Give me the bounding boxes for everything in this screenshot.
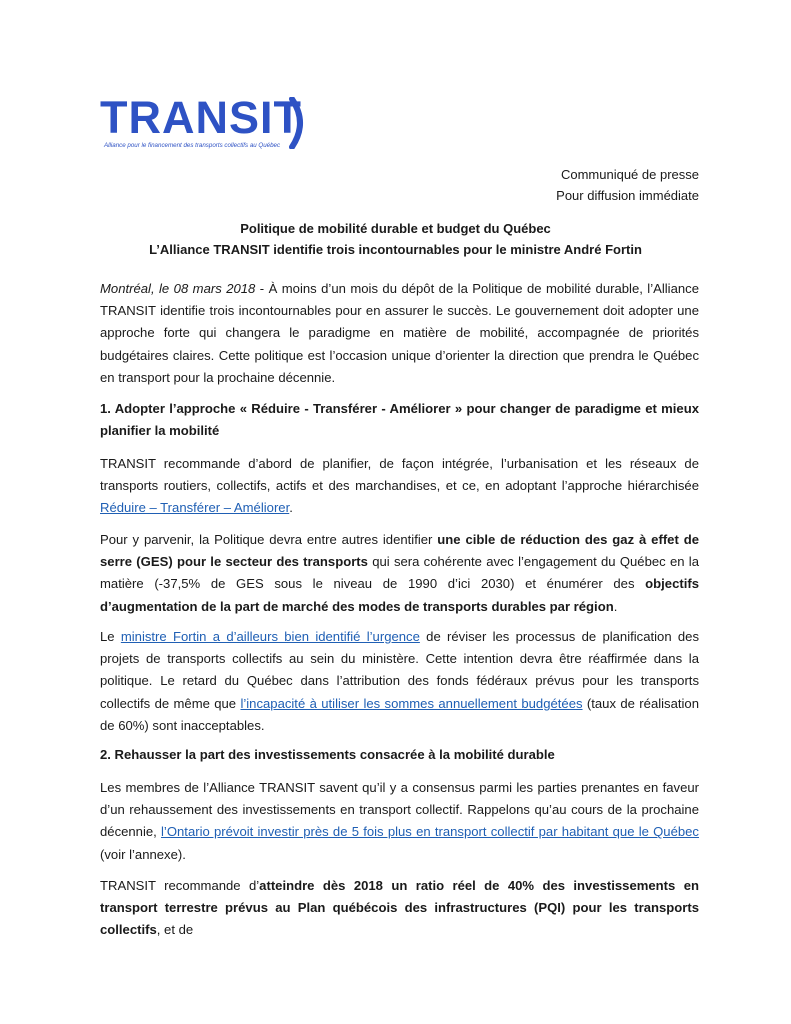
logo-tagline: Alliance pour le financement des transports collectifs au Québec bbox=[104, 142, 281, 149]
s1p2-end: . bbox=[613, 598, 618, 614]
s2p2-t2: , et de bbox=[156, 922, 194, 938]
s2p2-pqi-ratio: atteindre dès 2018 un ratio réel de 40% des investissements en transport terrestre prévus au Plan québécois des infrastructures (PQI) pour les transports collectifs bbox=[100, 878, 699, 938]
reduire-transferer-ameliorer-link[interactable]: Réduire – Transférer – Améliorer bbox=[100, 500, 290, 516]
s1p2-market-share-objectives: objectifs d’augmentation de la part de marché des modes de transports durables par région bbox=[100, 576, 699, 614]
press-line-1: Communiqué de presse bbox=[560, 167, 699, 182]
section-1-heading: 1. Adopter l’approche « Réduire - Transférer - Améliorer » pour changer de paradigme et mieux planifier la mobilité bbox=[100, 401, 699, 439]
intro-text: - À moins d’un mois du dépôt de la Politique de mobilité durable, l’Alliance TRANSIT identifie trois incontournables pour en assurer le succès. Le gouvernement doit adopter une approche forte qui changera le paradigme en matière de mobilité, accompagnée de priorités budgétaires claires. Cette politique est l’occasion unique d’orienter la direction que prendra le Québec en transport pour la prochaine décennie. bbox=[100, 281, 699, 385]
s2p2-t1: TRANSIT recommande d’ bbox=[100, 878, 260, 893]
s1p1-end: . bbox=[289, 500, 293, 516]
s1p3-t2: de réviser les processus de planification des projets de transports collectifs au sein du ministère. Cette intention devra être réaffirmée dans la politique. Le retard du Québec dans l’attribution des fonds fédéraux prévus pour les transports collectifs de même que bbox=[100, 629, 700, 711]
section-1-paragraph-3 bbox=[100, 626, 699, 737]
s1p2-ges-target: une cible de réduction des gaz à effet de serre (GES) pour le secteur des transports bbox=[100, 532, 699, 570]
section-2-heading: 2. Rehausser la part des investissements consacrée à la mobilité durable bbox=[100, 747, 555, 762]
section-1-paragraph-2 bbox=[100, 529, 699, 618]
s1p2-t2: qui sera cohérente avec l’engagement du Québec en la matière (-37,5% de GES sous le niveau de 1990 d’ici 2030) et énumérer des bbox=[100, 554, 699, 592]
s2p1-t2: (voir l’annexe). bbox=[100, 846, 186, 862]
transit-logo bbox=[100, 92, 330, 165]
section-2-paragraph-1 bbox=[100, 777, 699, 866]
section-2-paragraph-2 bbox=[100, 875, 699, 942]
press-line-2: Pour diffusion immédiate bbox=[556, 188, 699, 203]
section-1-paragraph-1 bbox=[100, 453, 699, 520]
chevron-right-icon bbox=[286, 97, 314, 149]
s1p2-t1: Pour y parvenir, la Politique devra entre autres identifier bbox=[100, 532, 438, 547]
logo-wordmark: TRANSIT bbox=[100, 92, 302, 143]
document-title bbox=[100, 218, 691, 260]
s1p3-t1: Le bbox=[100, 629, 121, 644]
dateline: Montréal, le 08 mars 2018 bbox=[100, 281, 256, 296]
ministre-fortin-urgence-link[interactable]: ministre Fortin a d’ailleurs bien identifié l’urgence bbox=[120, 629, 420, 644]
incapacite-sommes-budgetees-link[interactable]: l’incapacité à utiliser les sommes annuellement budgétées bbox=[240, 695, 583, 711]
intro-paragraph bbox=[100, 278, 699, 389]
s2p1-t1: Les membres de l’Alliance TRANSIT savent qu’il y a consensus parmi les parties prenantes en faveur d’un rehaussement des investissements en transport collectif. Rappelons qu’au cours de la prochaine décennie, bbox=[100, 780, 699, 840]
title-line-2: L’Alliance TRANSIT identifie trois incontournables pour le ministre André Fortin bbox=[149, 242, 642, 257]
title-line-1: Politique de mobilité durable et budget du Québec bbox=[240, 221, 551, 236]
ontario-investment-link[interactable]: l’Ontario prévoit investir près de 5 fois plus en transport collectif par habitant que le Québec bbox=[161, 824, 699, 840]
s1p1-text: TRANSIT recommande d’abord de planifier, de façon intégrée, l’urbanisation et les réseaux de transports routiers, collectifs, actifs et des marchandises, et ce, en adoptant l’approche hiérarchisée bbox=[100, 456, 699, 494]
s1p3-t3: (taux de réalisation de 60%) sont inacceptables. bbox=[100, 695, 699, 733]
press-release-label bbox=[556, 164, 699, 206]
